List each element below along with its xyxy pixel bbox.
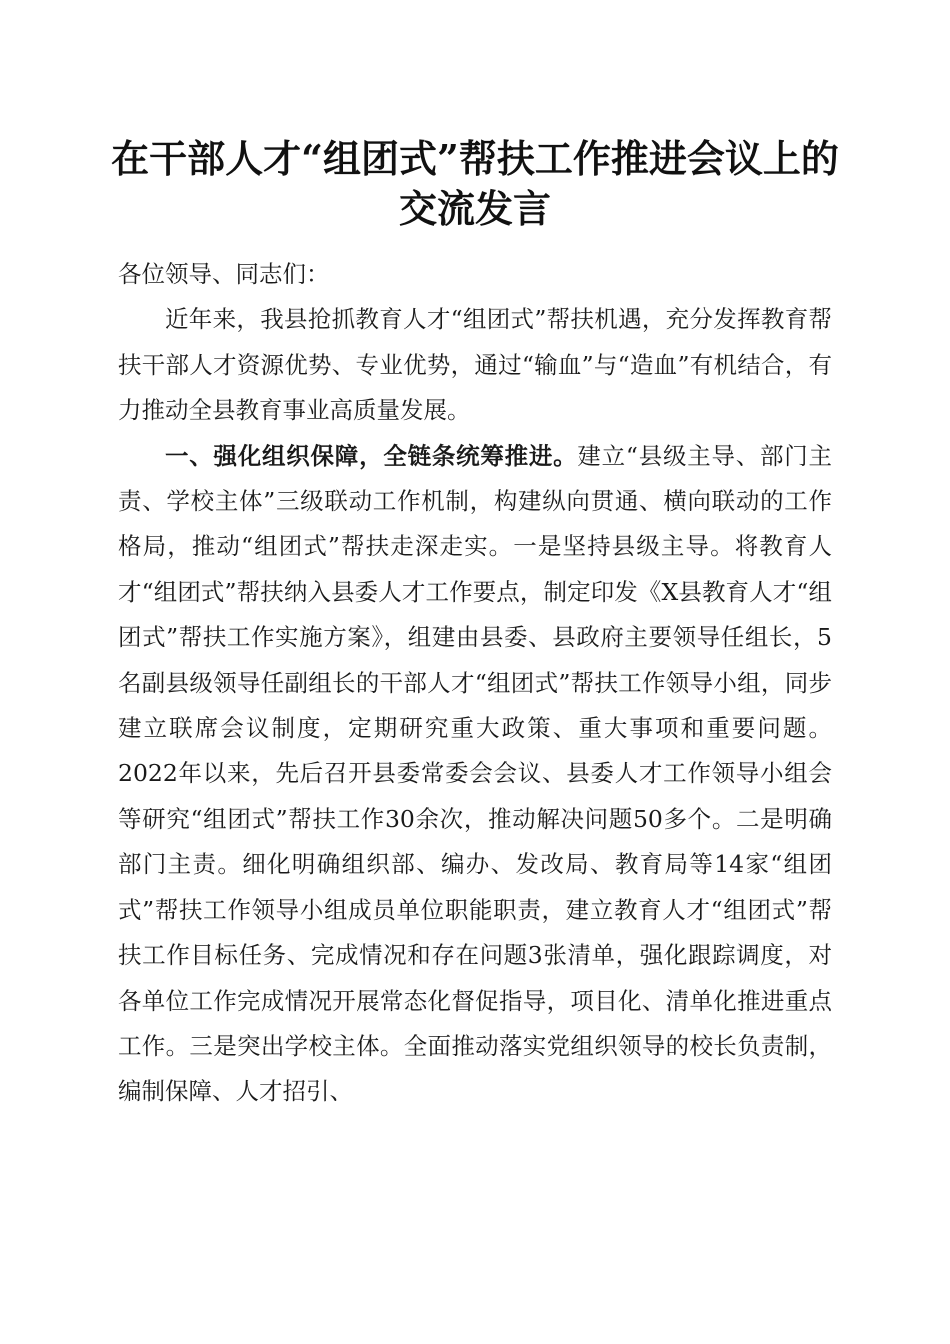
section-1-heading: 一、强化组织保障，全链条统筹推进。	[165, 441, 578, 470]
salutation: 各位领导、同志们：	[118, 260, 330, 288]
intro-paragraph: 近年来，我县抢抓教育人才“组团式”帮扶机遇，充分发挥教育帮扶干部人才资源优势、专业优势，通过“输血”与“造血”有机结合，有力推动全县教育事业高质量发展。	[118, 305, 832, 425]
section-1-text: 建立“县级主导、部门主责、学校主体”三级联动工作机制，构建纵向贯通、横向联动的工作格局，推动“组团式”帮扶走深走实。一是坚持县级主导。将教育人才“组团式”帮扶纳入县委人才工作要点，制定印发《X县教育人才“组团式”帮扶工作实施方案》，组建由县委、县政府主要领导任组长，5名副县级领导任副组长的干部人才“组团式”帮扶工作领导小组，同步建立联席会议制度，定期研究重大政策、重大事项和重要问题。2022年以来，先后召开县委常委会会议、县委人才工作领导小组会等研究“组团式”帮扶工作30余次，推动解决问题50多个。二是明确部门主责。细化明确组织部、编办、发改局、教育局等14家“组团式”帮扶工作领导小组成员单位职能职责，建立教育人才“组团式”帮扶工作目标任务、完成情况和存在问题3张清单，强化跟踪调度，对各单位工作完成情况开展常态化督促指导，项目化、清单化推进重点工作。三是突出学校主体。全面推动落实党组织领导的校长负责制，编制保障、人才招引、	[118, 441, 833, 1106]
section-1-paragraph	[118, 434, 832, 1115]
title-line-1: 在干部人才“组团式”帮扶工作推进会议上的	[111, 136, 839, 181]
document-title	[60, 134, 890, 234]
title-line-2: 交流发言	[398, 186, 551, 231]
document-body	[118, 252, 832, 1115]
